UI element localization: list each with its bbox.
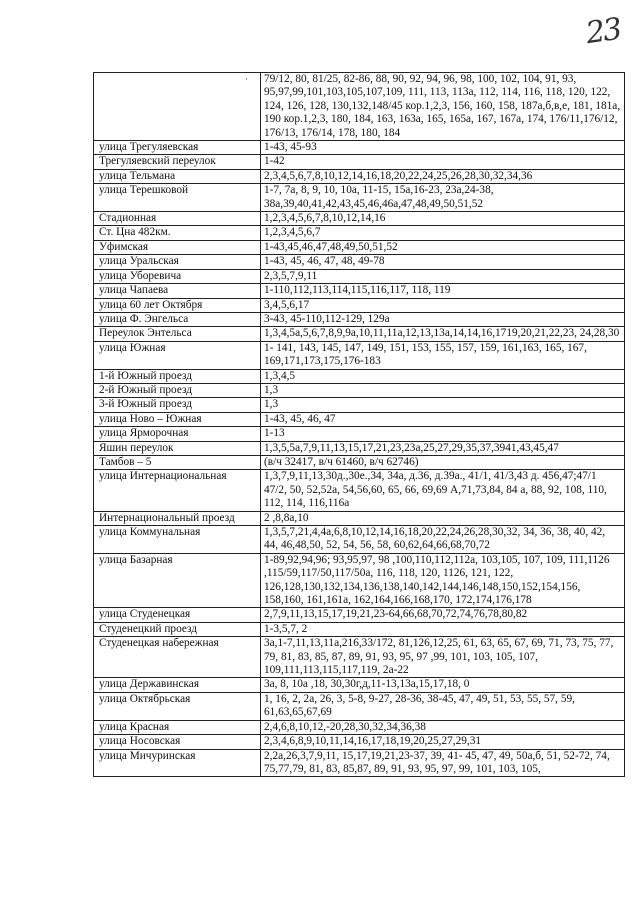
table-row xyxy=(94,155,625,169)
street-name-cell: 1-й Южный проезд xyxy=(94,369,261,383)
table-row xyxy=(94,637,625,678)
house-numbers-cell: 1,3 xyxy=(261,383,625,397)
street-name-cell: Тамбов – 5 xyxy=(94,455,261,469)
house-numbers-cell: (в/ч 32417, в/ч 61460, в/ч 62746) xyxy=(261,455,625,469)
table-row xyxy=(94,608,625,622)
table-row xyxy=(94,735,625,749)
house-numbers-cell: 2,7,9,11,13,15,17,19,21,23-64,66,68,70,72,74,76,78,80,82 xyxy=(261,608,625,622)
house-numbers-cell: 2,3,4,6,8,9,10,11,14,16,17,18,19,20,25,27,29,31 xyxy=(261,735,625,749)
street-name-cell: улица Мичуринская xyxy=(94,749,261,777)
house-numbers-cell: 1,3,5,5а,7,9,11,13,15,17,21,23,23а,25,27,29,35,37,3941,43,45,47 xyxy=(261,441,625,455)
street-name-cell: Ст. Цна 482км. xyxy=(94,226,261,240)
street-name-cell: Яшин переулок xyxy=(94,441,261,455)
street-name-cell: улица Трегуляевская xyxy=(94,141,261,155)
street-name-cell: улица Коммунальная xyxy=(94,526,261,554)
house-numbers-cell: 1-13 xyxy=(261,427,625,441)
house-numbers-cell: 1-110,112,113,114,115,116,117, 118, 119 xyxy=(261,284,625,298)
house-numbers-cell: 1-89,92,94,96; 93,95,97, 98 ,100,110,112,112а, 103,105, 107, 109, 111,1126 ,115/59,117/50,117/50а, 116, 118, 120, 1126, 121, 122, 126,128,130,132,134,136,138,140,142,144,146,148,150,152,154,156, 158,160, 161,161а, 162,164,166,168,170, 172,174,176,178 xyxy=(261,553,625,608)
table-row xyxy=(94,412,625,426)
house-numbers-cell: 1,2,3,4,5,6,7 xyxy=(261,226,625,240)
table-row xyxy=(94,553,625,608)
house-numbers-cell: 2,3,5,7,9,11 xyxy=(261,269,625,283)
street-name-cell: улица Носовская xyxy=(94,735,261,749)
table-row xyxy=(94,298,625,312)
street-name-cell: улица Уборевича xyxy=(94,269,261,283)
table-row xyxy=(94,312,625,326)
street-name-cell: улица 60 лет Октября xyxy=(94,298,261,312)
house-numbers-cell: 1,3 xyxy=(261,398,625,412)
street-name-cell: Интернациональный проезд xyxy=(94,511,261,525)
street-name-cell: улица Уральская xyxy=(94,255,261,269)
table-row xyxy=(94,749,625,777)
table-row xyxy=(94,427,625,441)
table-row xyxy=(94,141,625,155)
street-name-cell: Студенецкая набережная xyxy=(94,637,261,678)
table-row xyxy=(94,383,625,397)
street-name-cell: улица Красная xyxy=(94,720,261,734)
stray-mark: · xyxy=(245,74,248,84)
table-row xyxy=(94,369,625,383)
house-numbers-cell: 1-43,45,46,47,48,49,50,51,52 xyxy=(261,240,625,254)
street-name-cell: Стадионная xyxy=(94,212,261,226)
house-numbers-cell: 1,3,5,7,21,4,4а,6,8,10,12,14,16,18,20,22,24,26,28,30,32, 34, 36, 38, 40, 42, 44, 46,48,50, 52, 54, 56, 58, 60,62,64,66,68,70,72 xyxy=(261,526,625,554)
address-table xyxy=(93,72,625,777)
house-numbers-cell: 1-3,5,7, 2 xyxy=(261,622,625,636)
house-numbers-cell: 79/12, 80, 81/25, 82-86, 88, 90, 92, 94, 96, 98, 100, 102, 104, 91, 93, 95,97,99,101,103,105,107,109, 111, 113, 113а, 112, 114, 116, 118, 120, 122, 124, 126, 128, 130,132,148/45 кор.1,2,3, 156, 160, 158, 187а,б,в,е, 181, 181а, 190 кор.1,2,3, 180, 184, 163, 163а, 165, 165а, 167, 167а, 174, 176/11,176/12, 176/13, 176/14, 178, 180, 184 xyxy=(261,73,625,141)
page-number: 23 xyxy=(583,11,623,52)
street-name-cell: улица Тельмана xyxy=(94,169,261,183)
table-row xyxy=(94,184,625,212)
table-row xyxy=(94,511,625,525)
street-name-cell: улица Чапаева xyxy=(94,284,261,298)
house-numbers-cell: 1-43, 45-93 xyxy=(261,141,625,155)
house-numbers-cell: 1-42 xyxy=(261,155,625,169)
table-row xyxy=(94,398,625,412)
house-numbers-cell: 1,3,7,9,11,13,30д.,30е.,34, 34а, д.36, д.39а., 41/1, 41/3,43 д. 456,47;47/1 47/2, 50, 52,52а, 54,56,60, 65, 66, 69,69 А,71,73,84, 84 а, 88, 92, 108, 110, 112, 114, 116,116а xyxy=(261,470,625,511)
street-name-cell: 2-й Южный проезд xyxy=(94,383,261,397)
table-row xyxy=(94,212,625,226)
table-row xyxy=(94,255,625,269)
house-numbers-cell: 1, 16, 2, 2а, 26, 3, 5-8, 9-27, 28-36, 38-45, 47, 49, 51, 53, 55, 57, 59, 61,63,65,67,69 xyxy=(261,692,625,720)
table-row xyxy=(94,240,625,254)
house-numbers-cell: 2,3,4,5,6,7,8,10,12,14,16,18,20,22,24,25,26,28,30,32,34,36 xyxy=(261,169,625,183)
house-numbers-cell: 1,3,4,5а,5,6,7,8,9,9а,10,11,11а,12,13,13а,14,14,16,1719,20,21,22,23, 24,28,30 xyxy=(261,327,625,341)
address-table-body xyxy=(94,73,625,777)
street-name-cell: улица Ярморочная xyxy=(94,427,261,441)
street-name-cell: улица Терешковой xyxy=(94,184,261,212)
table-row xyxy=(94,169,625,183)
table-row xyxy=(94,327,625,341)
table-row xyxy=(94,622,625,636)
table-row xyxy=(94,441,625,455)
house-numbers-cell: 2,4,6,8,10,12,-20,28,30,32,34,36,38 xyxy=(261,720,625,734)
street-name-cell xyxy=(94,73,261,141)
house-numbers-cell: 1-43, 45, 46, 47, 48, 49-78 xyxy=(261,255,625,269)
street-name-cell: улица Ф. Энгельса xyxy=(94,312,261,326)
house-numbers-cell: 3,4,5,6,17 xyxy=(261,298,625,312)
street-name-cell: улица Студенецкая xyxy=(94,608,261,622)
table-row xyxy=(94,470,625,511)
house-numbers-cell: 1-7, 7а, 8, 9, 10, 10а, 11-15, 15а,16-23, 23а,24-38, 38а,39,40,41,42,43,45,46,46а,47,48,49,50,51,52 xyxy=(261,184,625,212)
table-row xyxy=(94,226,625,240)
house-numbers-cell: 1-43, 45, 46, 47 xyxy=(261,412,625,426)
house-numbers-cell: 1- 141, 143, 145, 147, 149, 151, 153, 155, 157, 159, 161,163, 165, 167, 169,171,173,175,176-183 xyxy=(261,341,625,369)
house-numbers-cell: 2 ,8,8а,10 xyxy=(261,511,625,525)
table-row xyxy=(94,73,625,141)
table-row xyxy=(94,678,625,692)
house-numbers-cell: 2,2а,26,3,7,9,11, 15,17,19,21,23-37, 39, 41- 45, 47, 49, 50а,б, 51, 52-72, 74, 75,77,79, 81, 83, 85,87, 89, 91, 93, 95, 97, 99, 101, 103, 105, xyxy=(261,749,625,777)
house-numbers-cell: 1,3,4,5 xyxy=(261,369,625,383)
street-name-cell: улица Интернациональная xyxy=(94,470,261,511)
street-name-cell: улица Базарная xyxy=(94,553,261,608)
house-numbers-cell: 3а,1-7,11,13,11а,216,33/172, 81,126,12,25, 61, 63, 65, 67, 69, 71, 73, 75, 77, 79, 81, 83, 85, 87, 89, 91, 93, 95, 97 ,99, 101, 103, 105, 107, 109,111,113,115,117,119, 2а-22 xyxy=(261,637,625,678)
street-name-cell: улица Державинская xyxy=(94,678,261,692)
table-row xyxy=(94,455,625,469)
table-row xyxy=(94,526,625,554)
street-name-cell: Уфимская xyxy=(94,240,261,254)
street-name-cell: улица Октябрьская xyxy=(94,692,261,720)
house-numbers-cell: 3-43, 45-110,112-129, 129а xyxy=(261,312,625,326)
house-numbers-cell: 1,2,3,4,5,6,7,8,10,12,14,16 xyxy=(261,212,625,226)
table-row xyxy=(94,720,625,734)
street-name-cell: 3-й Южный проезд xyxy=(94,398,261,412)
table-row xyxy=(94,341,625,369)
house-numbers-cell: 3а, 8, 10а ,18, 30,30г,д,11-13,13а,15,17,18, 0 xyxy=(261,678,625,692)
street-name-cell: Трегуляевский переулок xyxy=(94,155,261,169)
street-name-cell: улица Ново – Южная xyxy=(94,412,261,426)
street-name-cell: Студенецкий проезд xyxy=(94,622,261,636)
street-name-cell: улица Южная xyxy=(94,341,261,369)
table-row xyxy=(94,284,625,298)
street-name-cell: Переулок Энтельса xyxy=(94,327,261,341)
table-row xyxy=(94,269,625,283)
table-row xyxy=(94,692,625,720)
